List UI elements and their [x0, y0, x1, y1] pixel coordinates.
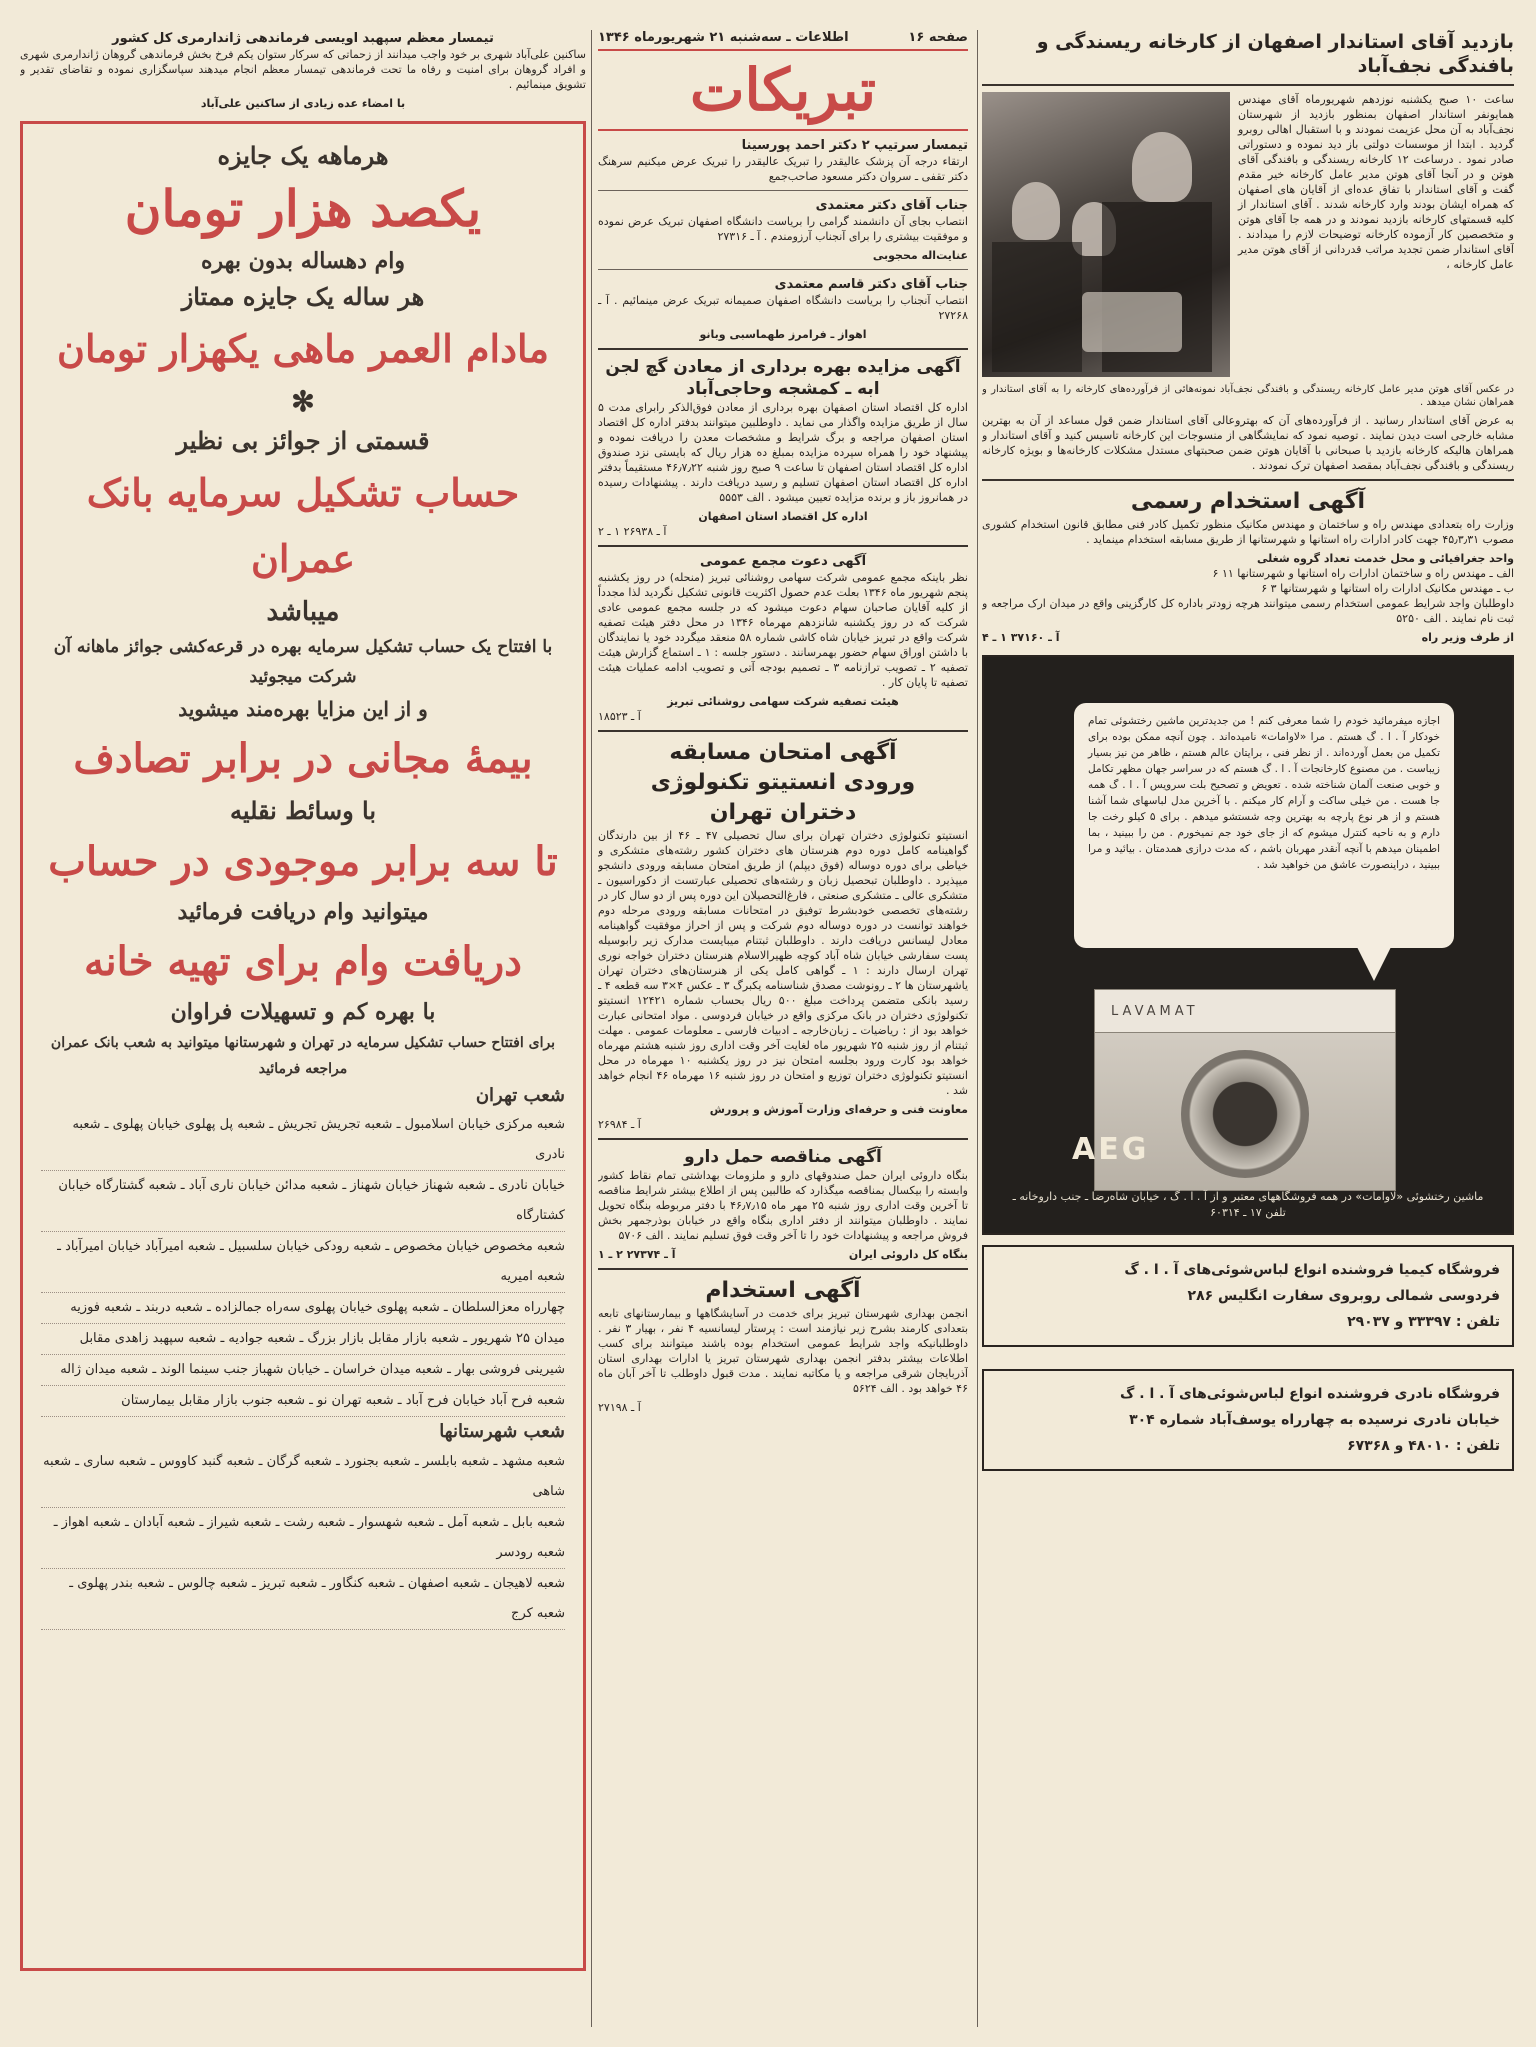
date-line: اطلاعات ـ سه‌شنبه ۲۱ شهریورماه ۱۳۴۶ — [598, 30, 849, 45]
page-number: صفحه ۱۶ — [908, 30, 968, 45]
meeting-sign: هیئت تصفیه شرکت سهامی روشنائی تبریز — [667, 695, 899, 708]
job-body: انجمن بهداری شهرستان تبریز برای خدمت در آسایشگاهها و بیمارستانهای تابعه بتعدادی کارمند بشرح زیر نیازمند است : پرستار لیسانسیه ۴ نفر ، بهیار ۳ نفر . داوطلبانیکه واجد شرایط عمومی استخدام بوده باشند میتوانند برای کسب اطلاعات بیشتر بدفتر انجمن بهداری شهرستان تبریز یا ادارات بهداری استان آذربایجان شرقی مراجعه و یا مکاتبه نمایند . مدت قبول داوطلب تا آخر آبان ماه ۴۶ خواهد بود . الف ۵۶۲۴ — [598, 1307, 968, 1395]
ad-line: میباشد — [266, 597, 340, 627]
thanks-title: تیمسار معظم سپهبد اویسی فرماندهی ژاندارمری کل کشور — [112, 31, 494, 46]
ad-line: قسمتی از جوائز بی نظیر — [176, 426, 430, 455]
visit-story-1: ساعت ۱۰ صبح یکشنبه نوزدهم شهریورماه آقای مهندس همایونفر استاندار اصفهان بمنظور بازدید از شهرستان نجف‌آباد به آن محل عزیمت نمودند و با استقبال اهالی روبرو گردید . ابتدا از موسسات دولتی باز دید نموده و دستوراتی صادر نمود . درساعت ۱۲ کارخانه ریسندگی و بافندگی آقای هوتن و در آنجا آقای هوتن مدیر عامل کارخانه خیر مقدم گفت و آقای استاندار با تفاق عده‌ای از آقایان های اصفهان که همراه ایشان بودند وارد کارخانه شدند . آقای استاندار از کلیه قسمتهای کارخانه بازدید نمودند و در همه جا آقای هوتن و متخصصین کار آزموده کارخانه توضیحات لازم را میدادند . آقای استاندار ضمن تجدید مراتب قدردانی از آقای هوتن مدیر عامل کارخانه ، — [1238, 93, 1514, 271]
branch-line: شعبه فرح آباد خیابان فرح آباد ـ شعبه تهران نو ـ شعبه جنوب بازار مقابل بیمارستان — [41, 1386, 565, 1417]
factory-visit-photo — [982, 92, 1230, 377]
ad-line: و از این مزایا بهره‌مند میشوید — [178, 697, 428, 721]
branch-line: خیابان نادری ـ شعبه شهناز خیابان شهناز ـ شعبه مدائن خیابان ناری آباد ـ شعبه گشتارگاه خیابان کشتارگاه — [41, 1171, 565, 1232]
ad-line: یکصد هزار تومان — [124, 179, 482, 238]
provincial-branches-list — [41, 1447, 565, 1630]
aeg-footer: ماشین رختشوئی «لاوامات» در همه فروشگاههای معتبر و از آ . ا . گ ، خیابان شاه‌رضا ـ جنب داروخانه ـ تلفن ۱۷ ـ ۶۰۳۱۴ — [1012, 1190, 1484, 1219]
tehran-branches-heading: شعب تهران — [475, 1085, 565, 1106]
exam-title: آگهی امتحان مسابقه — [669, 740, 897, 765]
visit-headline: بازدید آقای استاندار اصفهان از کارخانه ریسندگی و بافندگی نجف‌آباد — [1036, 31, 1514, 77]
left-column — [20, 30, 586, 2027]
meeting-code: آ ـ ۱۸۵۲۳ — [598, 710, 641, 723]
branch-line: شعبه مشهد ـ شعبه بابلسر ـ شعبه بجنورد ـ شعبه گرگان ـ شعبه گنبد کاووس ـ شعبه ساری ـ شعبه شاهی — [41, 1447, 565, 1508]
branch-line: شعبه لاهیجان ـ شعبه اصفهان ـ شعبه کنگاور ـ شعبه تبریز ـ شعبه چالوس ـ شعبه بندر پهلوی ـ شعبه کرج — [41, 1569, 565, 1630]
branch-line: شیرینی فروشی بهار ـ شعبه میدان خراسان ـ خیابان شهباز جنب سینما الوند ـ شعبه میدان ژاله — [41, 1355, 565, 1386]
meeting-body: نظر باینکه مجمع عمومی شرکت سهامی روشنائی تبریز (منحله) در روز یکشنبه پنجم شهریور ماه ۱۳۴۶ بعلت عدم حصول اکثریت قانونی تشکیل نگردید لذا مجدداً از کلیه آقایان صاحبان سهام دعوت میشود که در جلسه مجمع عمومی عادی شرکت که در روز یکشنبه شانزدهم مهرماه ۱۳۴۶ در محل دفتر هیئت تصفیه شرکت واقع در تبریز خیابان شاه کاشی شماره ۵۸ منعقد میگردد خود یا نمایندگان با داشتن اوراق سهام حضور بهمرسانند . دستور جلسه : ۱ ـ استماع گزارش هیئت تصفیه ۲ ـ تصویب ترازنامه ۳ ـ تصمیم بودجه آتی و تصویب ادامه عملیات هیئت تصفیه تا پایان کار . — [598, 571, 968, 689]
ad-line: بیمهٔ مجانی در برابر تصادف — [73, 735, 533, 782]
ad-line: هر ساله یک جایزه ممتاز — [181, 282, 425, 311]
job-title: آگهی استخدام — [705, 1278, 861, 1303]
provincial-branches-heading: شعب شهرستانها — [439, 1421, 565, 1442]
ad-line: با وسائط نقلیه — [229, 796, 377, 825]
auction-title: آگهی مزایده بهره برداری از معادن گچ لجن ابه ـ کمشجه وحاجی‌آباد — [605, 357, 961, 399]
job-code: آ ـ ۲۷۱۹۸ — [598, 1401, 641, 1414]
pharma-sign: بنگاه کل داروئی ایران — [848, 1248, 968, 1261]
auction-sign: اداره کل اقتصاد استان اصفهان — [698, 510, 868, 523]
store-name: فروشگاه کیمیا فروشنده انواع لباس‌شوئی‌های آ . ا . گ — [1124, 1262, 1500, 1278]
employment-header: واحد جغرافیائی و محل خدمت تعداد گروه شغلی — [1257, 552, 1514, 565]
visit-story-2: به عرض آقای استاندار رسانید . از فرآورده‌های آن که بهتروعالی آقای استاندار ضمن قول مساعد از آن به بهترین مشابه خارجی است دیدن نمایند . توصیه نمود که نمایشگاهی از منسوجات این کارخانه تاسیس کنید و آقای استاندار و همراهان هالیکه کارخانه بازدید با صبحانی با آقایان هوتن ضمن صحبتهای مستدل مشکلات کارخانه‌ها و بویژه کارخانه ریسندگی و بافندگی نجف‌آباد بمقصد اصفهان ترک نمودند . — [982, 414, 1514, 472]
store-ad-naderi — [982, 1369, 1514, 1471]
branch-line: میدان ۲۵ شهریور ـ شعبه بازار مقابل بازار بزرگ ـ شعبه جوادیه ـ شعبه سپهبد زاهدی مقابل — [41, 1324, 565, 1355]
thanks-sign: با امضاء عده زیادی از ساکنین علی‌آباد — [200, 97, 406, 110]
aeg-advertisement — [982, 655, 1514, 1235]
branch-line: شعبه بابل ـ شعبه آمل ـ شعبه شهسوار ـ شعبه رشت ـ شعبه شیراز ـ شعبه آبادان ـ شعبه اهواز ـ شعبه رودسر — [41, 1508, 565, 1569]
store-phone: تلفن : ۳۳۳۹۷ و ۲۹۰۳۷ — [1347, 1314, 1500, 1330]
ad-line: مادام العمر ماهی یکهزار تومان — [57, 326, 549, 371]
photo-caption: در عکس آقای هوتن مدیر عامل کارخانه ریسندگی و بافندگی نجف‌آباد نمونه‌هائی از فرآورده‌های کارخانه را به آقای استاندار و همراهان نشان میدهد . — [982, 384, 1514, 408]
section-masthead: تبریکات — [598, 49, 968, 131]
thanks-body: ساکنین علی‌آباد شهری بر خود واجب میدانند از زحماتی که سرکار ستوان یکم فرخ بخش فرماندهی گروهان ژاندارمری شهری و افراد گروهان برای امنیت و رفاه ما تحت فرماندهی تیمسار معظم انجام میدهند سپاسگزاری نموده و تقاضای تقدیر و تشویق مینمائیم . — [20, 48, 586, 91]
exam-sign: معاونت فنی و حرفه‌ای وزارت آموزش و پرورش — [709, 1103, 968, 1116]
pharma-body: بنگاه داروئی ایران حمل صندوقهای دارو و ملزومات بهداشتی تمام نقاط کشور وابسته را بیکسال بمناقصه میگذارد که طالبین پس از اطلاع بیشتر شرایط مناقصه تا آخرین وقت اداری روز شنبه ۲۵ مهر ماه ۴۶٫۷٫۱۵ با دفتر مربوطه بنگاه تحویل نمایند . داوطلبان میتوانند از دفتر اداری بنگاه واقع در خیابان بوذرجمهر بخش فروش مراجعه و پیشنهادات خود را تا آخر وقت فوق تسلیم نمایند . الف ۵۷۰۶ — [598, 1169, 968, 1242]
congrats-sign: عنایت‌اله محجوبی — [872, 249, 968, 262]
congrats-body: ارتقاء درجه آن پزشک عالیقدر را تبریک عالیقدر را تبریک عرض میکنیم سرهنگ دکتر تقفی ـ سروان دکتر مسعود صاحب‌جمع — [598, 155, 968, 183]
congrats-body: انتصاب بجای آن دانشمند گرامی را بریاست دانشگاه اصفهان تبریک عرض نموده و موفقیت بیشتری را برای آنجناب آرزومندم . آ ـ ۲۷۳۱۶ — [598, 215, 968, 243]
pharma-code: آ ـ ۲۷۳۷۴ ۲ ـ ۱ — [598, 1248, 676, 1261]
branch-line: چهارراه معزالسلطان ـ شعبه پهلوی خیابان پهلوی سه‌راه جمالزاده ـ شعبه دربند ـ شعبه فوزیه — [41, 1293, 565, 1324]
ad-line: برای افتتاح حساب تشکیل سرمایه در تهران و شهرستانها میتوانید به شعب بانک عمران مراجعه فرمائید — [50, 1035, 556, 1077]
branch-line: شعبه مرکزی خیابان اسلامبول ـ شعبه تجریش تجریش ـ شعبه پل پهلوی خیابان پهلوی ـ شعبه نادری — [41, 1110, 565, 1171]
employment-intro: وزارت راه بتعدادی مهندس راه و ساختمان و مهندس مکانیک منظور تکمیل کادر فنی مطابق قانون استخدام کشوری مصوب ۴۵٫۳٫۳۱ جهت کادر ادارات راه استانها و شهرستانها از طریق مسابقه استخدام مینماید . — [982, 518, 1514, 546]
exam-title: دختران تهران — [709, 800, 857, 825]
store-address: خیابان نادری نرسیده به چهارراه یوسف‌آباد شماره ۳۰۴ — [1129, 1412, 1500, 1428]
employment-code: آ ـ ۳۷۱۶۰ ۱ ـ ۴ — [982, 631, 1060, 644]
ad-line: تا سه برابر موجودی در حساب — [48, 838, 558, 885]
store-address: فردوسی شمالی روبروی سفارت انگلیس ۲۸۶ — [1187, 1288, 1500, 1304]
congrats-body: انتصاب آنجناب را بریاست دانشگاه اصفهان صمیمانه تبریک عرض مینمائیم . آ ـ ۲۷۲۶۸ — [598, 294, 968, 322]
employment-note: داوطلبان واجد شرایط عمومی استخدام رسمی میتوانند هرچه زودتر باداره کل کارگزینی واقع در میدان ارک مراجعه و ثبت نام نمایند . الف ۵۲۵۰ — [982, 597, 1514, 625]
employment-title: آگهی استخدام رسمی — [1130, 489, 1366, 514]
employment-sign: از طرف وزیر راه — [1421, 631, 1514, 644]
ad-line: دریافت وام برای تهیه خانه — [84, 938, 522, 985]
branch-line: شعبه مخصوص خیابان مخصوص ـ شعبه رودکی خیابان سلسبیل ـ شعبه امیرآباد خیابان امیرآباد ـ شعبه امیریه — [41, 1232, 565, 1293]
auction-body: اداره کل اقتصاد استان اصفهان بهره برداری از معادن فوق‌الذکر رابرای مدت ۵ سال از طریق مزایده واگذار می نماید . داوطلبین میتوانند بدفتر اداره کل اقتصاد استان اصفهان مراجعه و برگ شرایط و مشخصات معدن را دریافت نموده و پیشنهاد خود را همراه سپرده مزایده بمبلغ ده هزار ریال که بایستی نزد صندوق اداره کل اقتصاد استان اصفهان تا ساعت ۹ صبح روز شنبه ۴۶٫۷٫۲۲ مستقیماً بدفتر اداره کل اقتصاد استان اصفهان تسلیم و رسید دریافت دارند . پیشنهادات رسیده در همانروز باز و برنده مزایده تعیین میشود . الف ۵۵۵۳ — [598, 401, 968, 504]
ad-line: وام دهساله بدون بهره — [201, 248, 405, 274]
congrats-title: جناب آقای دکتر قاسم معتمدی — [774, 277, 968, 292]
right-column — [982, 30, 1514, 2027]
middle-column — [598, 30, 968, 2027]
ad-line: هرماهه یک جایزه — [217, 141, 389, 170]
ad-line: حساب تشکیل سرمایه بانک عمران — [86, 470, 520, 581]
auction-code: آ ـ ۲۶۹۳۸ ۱ ـ ۲ — [598, 525, 667, 538]
ad-line: میتوانید وام دریافت فرمائید — [177, 899, 429, 925]
store-phone: تلفن : ۴۸۰۱۰ و ۶۷۳۶۸ — [1347, 1438, 1500, 1454]
store-ad-kimia — [982, 1245, 1514, 1347]
speech-bubble — [1074, 703, 1454, 948]
employment-row: ب ـ مهندس مکانیک ادارات راه استانها و شهرستانها ۳ ۶ — [1261, 582, 1514, 595]
meeting-title: آگهی دعوت مجمع عمومی — [699, 554, 867, 569]
exam-code: آ ـ ۲۶۹۸۴ — [598, 1118, 641, 1131]
tehran-branches-list — [41, 1110, 565, 1417]
washer-brand: LAVAMAT — [1111, 1004, 1199, 1019]
exam-body: انستیتو تکنولوژی دختران تهران برای سال تحصیلی ۴۷ ـ ۴۶ از بین دارندگان گواهینامه کامل دوره دوم هنرستان های دختران کشور رشته‌های متشکری و خیاطی برای دوره دوساله (فوق دیپلم) از طریق امتحان مسابقه ورودی دانشجو میپذیرد . داوطلبان تبحصیل زبان و رشته‌های تحصیلی عبارتست از دکوراسیون ـ متشکری عالی ـ متشکری صنعتی ، فارغ‌التحصیلان این دوره پس از دو سال کار در رشته‌های تخصصی خودبشرط توفیق در امتحانات مسابقه ورودی مرحله دوم خواهند توانست در دوره دوساله دوم شرکت و پس از احراز موفقیت گواهینامه معادل لیسانس دریافت دارند . داوطلبان ثبتنام میبایست مدارک زیر رابوسیله پست سفارشی خیابان شاه آباد کوچه ظهیرالاسلام هنرستان دختران خواجه نوری تهران ارسال دارند : ۱ ـ گواهی کامل یکی از هنرستان‌های دختران تهران یاشهرستان ها ۲ ـ رونوشت مصدق شناسنامه یکبرگ ۳ ـ عکس ۴×۳ سه قطعه ۴ ـ رسید بانکی متضمن پرداخت مبلغ ۵۰۰ ریال بحساب شماره ۱۲۴۲۱ انستیتو تکنولوژی دختران در بانک مرکزی واقع در خیابان فردوسی . مواد امتحانی عبارت خواهد بود از : ریاضیات ـ زبان‌خارجه ـ ادبیات فارسی ـ معلومات عمومی . مهلت ثبتنام از روز شنبه ۲۵ شهریور ماه لغایت آخر وقت اداری روز شنبه هشتم مهرماه خواهد بود کارت ورود بجلسه امتحان نیز در روز یکشنبه ۱۰ مهرماه در محل انستیتو تکنولوژی دختران توزیع و امتحان در روز شنبه ۱۶ مهرماه ۴۶ انجام خواهد شد . — [598, 829, 968, 1097]
congrats-sign: اهواز ـ فرامرز طهماسبی وبانو — [699, 328, 867, 341]
aeg-bubble-text: اجازه میفرمائید خودم را شما معرفی کنم ! من جدیدترین ماشین رختشوئی تمام خودکار آ . ا . گ هستم . مرا «لاوامات» نامیده‌اند . چون آنچه ممکن بوده برای تکمیل من بعمل آورده‌اند . از نظر فنی ، برایتان عالم هستم ، ظاهر من نیز بسیار زیباست . من مصنوع کارخانجات آ . ا . گ هستم که در سراسر جهان مظهر تکامل و خوبی صنعت آلمان شناخته شده . تعویض و تصحیح بلت سرویس آ . ا . گ همه جا هست . من خیلی ساکت و آرام کار میکنم . با آخرین مدل لباسهای شما آشنا هستم و از هر نوع پارچه به بهترین وجه شستشو میدهم . برای ۵ کیلو رخت جا دارم و به ناحیه کنترل میشوم که از جای خود جم نمیخورم . من را ببینید ، بما اطمینان میدهم با آنچه آنقدر مهربان باشم ، که مدت درازی همدمتان . بیائید و مرا ببینید ، دراینصورت عاشق من خواهید شد . — [1088, 715, 1440, 871]
aeg-logo: AEG — [1072, 1132, 1150, 1167]
employment-row: الف ـ مهندس راه و ساختمان ادارات راه استانها و شهرستانها ۱۱ ۶ — [1212, 567, 1514, 580]
ad-line: با بهره کم و تسهیلات فراوان — [170, 999, 436, 1025]
exam-title: ورودی انستیتو تکنولوژی — [650, 770, 916, 795]
congrats-title: جناب آقای دکتر معتمدی — [815, 198, 968, 213]
ad-line: با افتتاح یک حساب تشکیل سرمایه بهره در قرعه‌کشی جوائز ماهانه آن شرکت میجوئید — [53, 637, 553, 687]
pharma-title: آگهی مناقصه حمل دارو — [684, 1147, 882, 1167]
congrats-title: تیمسار سرتیپ ۲ دکتر احمد پورسینا — [741, 138, 968, 153]
bank-omran-advertisement — [20, 121, 586, 1971]
star-ornament: ✻ — [291, 385, 315, 418]
store-name: فروشگاه نادری فروشنده انواع لباس‌شوئی‌های آ . ا . گ — [1120, 1386, 1500, 1402]
